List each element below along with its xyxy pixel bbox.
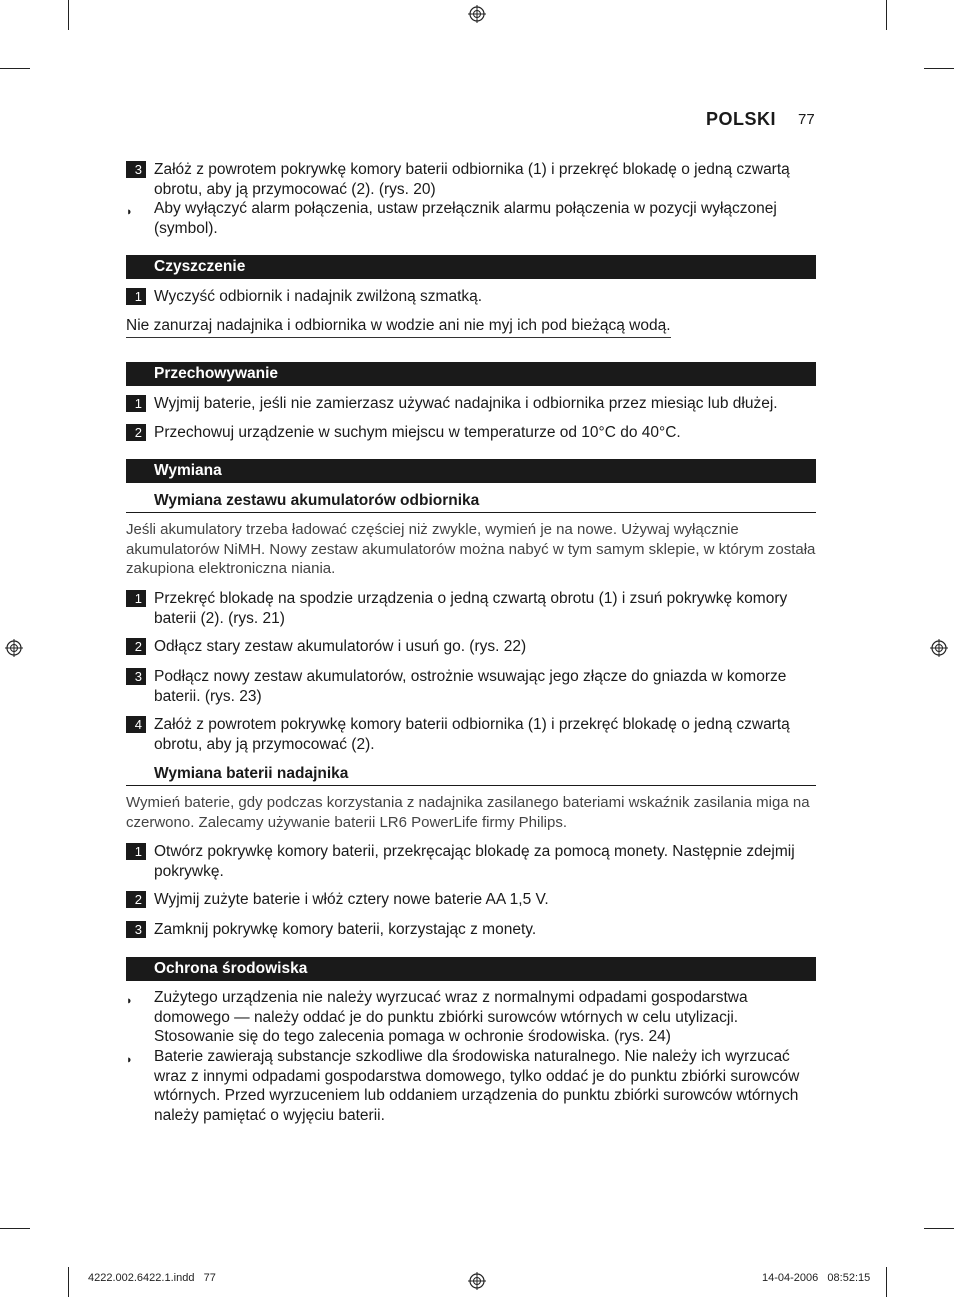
crop-mark bbox=[924, 1228, 954, 1229]
step-item bbox=[126, 637, 816, 657]
crop-mark bbox=[924, 68, 954, 69]
step-text: Wyczyść odbiornik i nadajnik zwilżoną szmatką. bbox=[154, 288, 483, 305]
step-number: 2 bbox=[126, 638, 146, 655]
paragraph: Jeśli akumulatory trzeba ładować częściej niż zwykle, wymień je na nowe. Używaj wyłącznie akumulatorów NiMH. Nowy zestaw akumulatorów można nabyć w tym samym sklepie, w którym została zakupiona elektroniczna niania. bbox=[126, 521, 816, 577]
bullet-text: Aby wyłączyć alarm połączenia, ustaw przełącznik alarmu połączenia w pozycji wyłączonej (symbol). bbox=[154, 200, 777, 237]
step-item bbox=[126, 920, 816, 940]
bullet-item bbox=[126, 988, 816, 1047]
bullet-icon: ◗ bbox=[126, 1054, 133, 1066]
step-number: 3 bbox=[126, 161, 146, 178]
crop-mark bbox=[0, 1228, 30, 1229]
step-number: 1 bbox=[126, 590, 146, 607]
step-number: 4 bbox=[126, 716, 146, 733]
step-number: 1 bbox=[126, 843, 146, 860]
step-text: Otwórz pokrywkę komory baterii, przekręcając blokadę za pomocą monety. Następnie zdejmij pokrywkę. bbox=[154, 843, 795, 880]
step-item bbox=[126, 890, 816, 910]
bullet-item bbox=[126, 199, 816, 238]
step-item bbox=[126, 667, 816, 706]
bullet-icon: ◗ bbox=[126, 995, 133, 1007]
bullet-icon: ◗ bbox=[126, 206, 133, 218]
step-text: Załóż z powrotem pokrywkę komory baterii odbiornika (1) i przekręć blokadę o jedną czwartą obrotu, aby ją przymocować (2). (rys. 20) bbox=[154, 161, 790, 198]
footer-file-info: 4222.002.6422.1.indd 77 bbox=[88, 1272, 216, 1284]
crop-mark bbox=[886, 1267, 887, 1297]
step-item bbox=[126, 715, 816, 754]
step-number: 3 bbox=[126, 921, 146, 938]
crop-mark bbox=[68, 1267, 69, 1297]
warning-note: Nie zanurzaj nadajnika i odbiornika w wodzie ani nie myj ich pod bieżącą wodą. bbox=[126, 316, 671, 338]
step-text: Podłącz nowy zestaw akumulatorów, ostrożnie wsuwając jego złącze do gniazda w komorze baterii. (rys. 23) bbox=[154, 668, 787, 705]
registration-mark-icon bbox=[468, 5, 486, 23]
section-heading-cleaning: Czyszczenie bbox=[126, 255, 816, 279]
section-heading-environment: Ochrona środowiska bbox=[126, 957, 816, 981]
step-number: 2 bbox=[126, 891, 146, 908]
step-text: Przechowuj urządzenie w suchym miejscu w temperaturze od 10°C do 40°C. bbox=[154, 424, 681, 441]
footer-datetime: 14-04-2006 08:52:15 bbox=[762, 1272, 871, 1284]
paragraph: Wymień baterie, gdy podczas korzystania z nadajnika zasilanego bateriami wskaźnik zasilania miga na czerwono. Zalecamy używanie baterii LR6 PowerLife firmy Philips. bbox=[126, 794, 810, 831]
registration-mark-icon bbox=[5, 639, 23, 657]
step-text: Wyjmij baterie, jeśli nie zamierzasz używać nadajnika i odbiornika przez miesiąc lub dłużej. bbox=[154, 395, 778, 412]
step-text: Przekręć blokadę na spodzie urządzenia o jedną czwartą obrotu (1) i zsuń pokrywkę komory baterii (2). (rys. 21) bbox=[154, 590, 788, 627]
step-item bbox=[126, 287, 816, 307]
crop-mark bbox=[0, 68, 30, 69]
subsection-heading: Wymiana baterii nadajnika bbox=[126, 764, 816, 786]
step-text: Odłącz stary zestaw akumulatorów i usuń go. (rys. 22) bbox=[154, 638, 527, 655]
subsection-heading: Wymiana zestawu akumulatorów odbiornika bbox=[126, 491, 816, 513]
section-heading-replacement: Wymiana bbox=[126, 459, 816, 483]
page-language-heading: POLSKI bbox=[706, 109, 777, 129]
step-number: 1 bbox=[126, 288, 146, 305]
page-number: 77 bbox=[798, 111, 815, 128]
crop-mark bbox=[68, 0, 69, 30]
section-heading-storage: Przechowywanie bbox=[126, 362, 816, 386]
bullet-text: Zużytego urządzenia nie należy wyrzucać wraz z normalnymi odpadami gospodarstwa domowego — należy oddać je do punktu zbiórki surowców wtórnych w celu utylizacji. Stosowanie się do tego zalecenia pomaga w ochronie środowiska. (rys. 24) bbox=[154, 989, 748, 1045]
registration-mark-icon bbox=[930, 639, 948, 657]
step-item bbox=[126, 160, 816, 199]
step-item bbox=[126, 394, 816, 414]
bullet-item bbox=[126, 1047, 816, 1125]
bullet-text: Baterie zawierają substancje szkodliwe dla środowiska naturalnego. Nie należy ich wyrzucać wraz z innymi odpadami gospodarstwa domowego, tylko oddać je do punktu zbiórki surowców wtórnych. Przed wyrzuceniem lub oddaniem urządzenia do punktu zbiórki surowców wtórnych należy pamiętać o wyjęciu baterii. bbox=[154, 1048, 800, 1124]
step-item bbox=[126, 589, 816, 628]
step-number: 1 bbox=[126, 395, 146, 412]
step-text: Zamknij pokrywkę komory baterii, korzystając z monety. bbox=[154, 921, 537, 938]
step-item bbox=[126, 842, 816, 881]
step-number: 3 bbox=[126, 668, 146, 685]
step-item bbox=[126, 423, 816, 443]
step-number: 2 bbox=[126, 424, 146, 441]
registration-mark-icon bbox=[468, 1272, 486, 1290]
step-text: Załóż z powrotem pokrywkę komory baterii odbiornika (1) i przekręć blokadę o jedną czwartą obrotu, aby ją przymocować (2). bbox=[154, 716, 790, 753]
crop-mark bbox=[886, 0, 887, 30]
step-text: Wyjmij zużyte baterie i włóż cztery nowe baterie AA 1,5 V. bbox=[154, 891, 549, 908]
